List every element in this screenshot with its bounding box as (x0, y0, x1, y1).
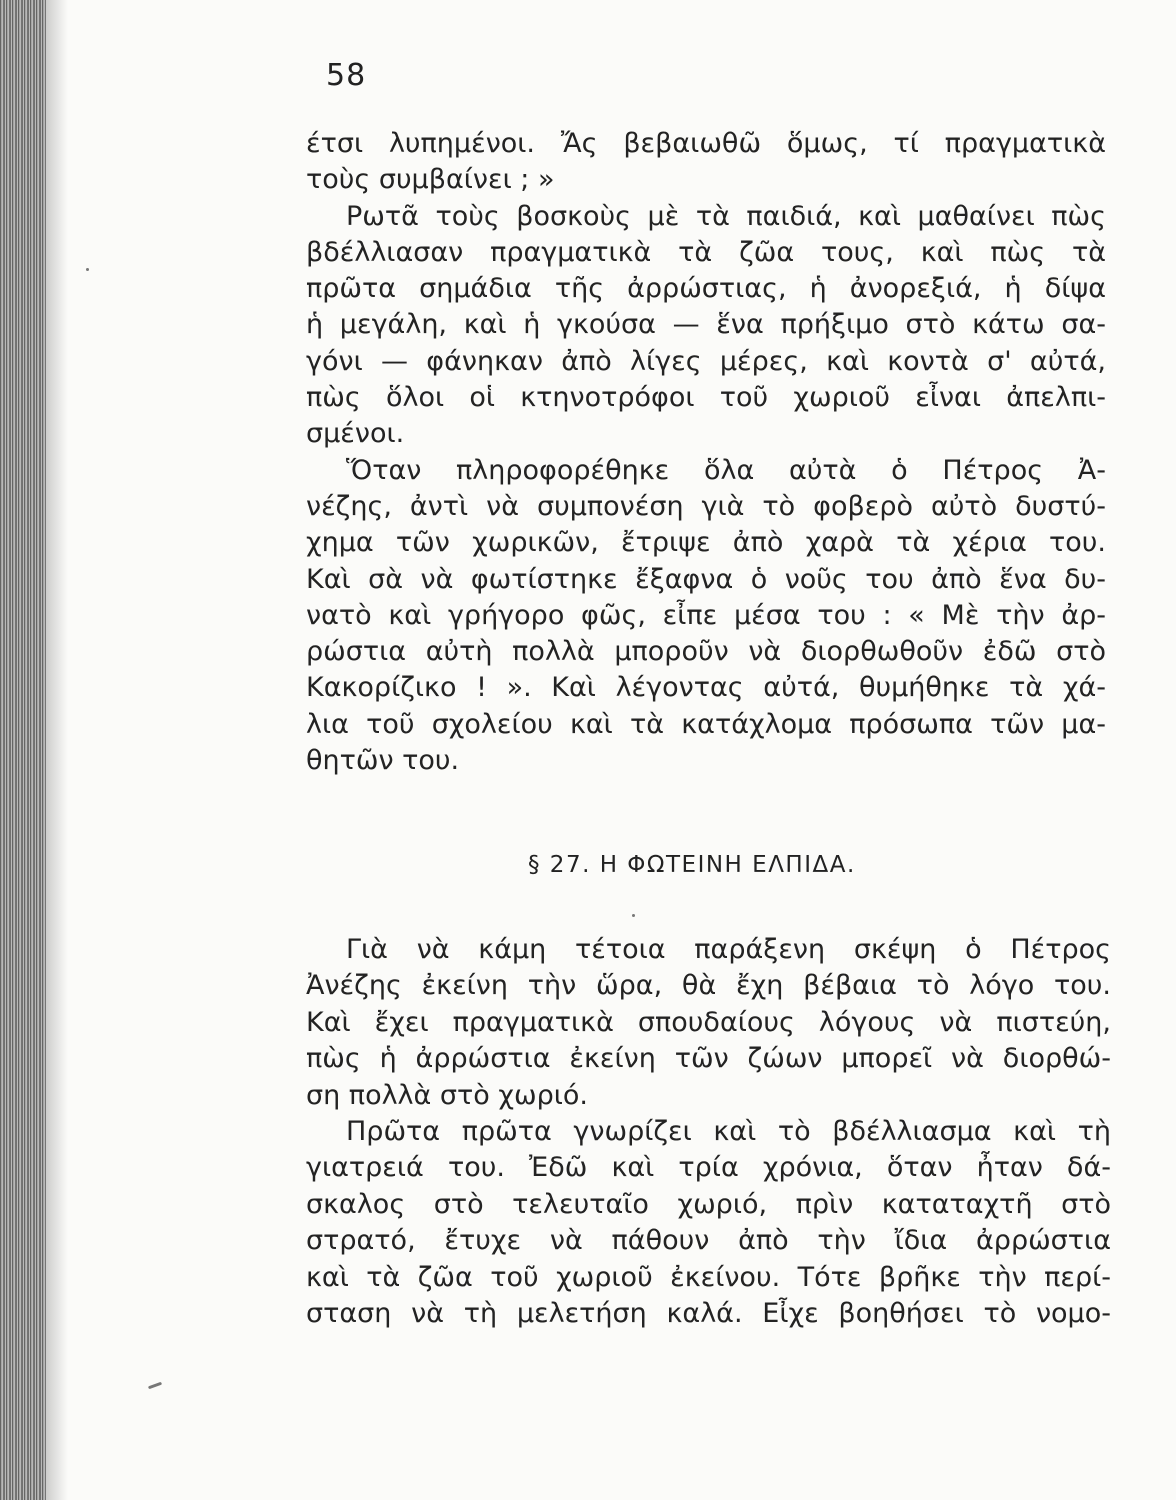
scan-speck (632, 914, 635, 917)
text-line: Καὶ ἔχει πραγματικὰ σπουδαίους λόγους νὰ πιστεύη, (306, 1006, 1111, 1038)
text-line: στρατό, ἔτυχε νὰ πάθουν ἀπὸ τὴν ἴδια ἀρρώστια (306, 1225, 1111, 1257)
text-line: σκαλος στὸ τελευταῖο χωριό, πρὶν καταταχτῆ στὸ (306, 1188, 1111, 1220)
text-line: Ὅταν πληροφορέθηκε ὅλα αὐτὰ ὁ Πέτρος Ἀ- (346, 454, 1106, 486)
text-line: Γιὰ νὰ κάμη τέτοια παράξενη σκέψη ὁ Πέτρος (346, 934, 1111, 965)
text-line: ρώστια αὐτὴ πολλὰ μποροῦν νὰ διορθωθοῦν ἐδῶ στὸ (306, 636, 1106, 668)
bottom-text-block (306, 932, 1111, 1332)
text-line: γόνι — φάνηκαν ἀπὸ λίγες μέρες, καὶ κοντὰ σ' αὐτά, (306, 345, 1106, 377)
text-line: βδέλλιασαν πραγματικὰ τὰ ζῶα τους, καὶ πὼς τὰ (306, 236, 1106, 268)
text-line: πὼς ὅλοι οἱ κτηνοτρόφοι τοῦ χωριοῦ εἶναι ἀπελπι- (306, 382, 1106, 414)
text-line: χημα τῶν χωρικῶν, ἔτριψε ἀπὸ χαρὰ τὰ χέρια του. (306, 527, 1106, 559)
book-binding-edge (0, 0, 46, 1500)
text-line: λια τοῦ σχολείου καὶ τὰ κατάχλομα πρόσωπα τῶν μα- (306, 708, 1106, 740)
text-line: Πρῶτα πρῶτα γνωρίζει καὶ τὸ βδέλλιασμα καὶ τὴ (346, 1115, 1111, 1147)
text-line: ἡ μεγάλη, καὶ ἡ γκούσα — ἕνα πρήξιμο στὸ κάτω σα- (306, 309, 1106, 341)
text-line: έτσι λυπημένοι. Ἄς βεβαιωθῶ ὅμως, τί πραγματικὰ (306, 128, 1106, 159)
text-line: Καὶ σὰ νὰ φωτίστηκε ἔξαφνα ὁ νοῦς του ἀπὸ ἕνα δυ- (306, 563, 1106, 595)
text-line: πρῶτα σημάδια τῆς ἀρρώστιας, ἡ ἀνορεξιά, ἡ δίψα (306, 273, 1106, 305)
text-line: νέζης, ἀντὶ νὰ συμπονέση γιὰ τὸ φοβερὸ αὐτὸ δυστύ- (306, 490, 1106, 522)
binding-shadow (46, 0, 68, 1500)
top-text-block (306, 126, 1106, 779)
text-line: καὶ τὰ ζῶα τοῦ χωριοῦ ἐκείνου. Τότε βρῆκε τὴν περί- (306, 1261, 1111, 1293)
text-line: γιατρειά του. Ἐδῶ καὶ τρία χρόνια, ὅταν ἦταν δά- (306, 1152, 1111, 1184)
text-line: νατὸ καὶ γρήγορο φῶς, εἶπε μέσα του : « Μὲ τὴν ἀρ- (306, 599, 1106, 631)
scan-speck (148, 1382, 162, 1390)
text-line: Ἀνέζης ἐκείνη τὴν ὥρα, θὰ ἔχη βέβαια τὸ λόγο του. (306, 970, 1111, 1002)
text-line: θητῶν του. (306, 745, 460, 777)
section-heading: § 27. Η ΦΩΤΕΙΝΗ ΕΛΠΙΔΑ. (528, 852, 856, 878)
text-line: πὼς ἡ ἀρρώστια ἐκείνη τῶν ζώων μπορεῖ νὰ διορθώ- (306, 1043, 1111, 1075)
text-line: ση πολλὰ στὸ χωριό. (306, 1079, 588, 1111)
scan-speck (86, 268, 89, 271)
text-line: σταση νὰ τὴ μελετήση καλά. Εἶχε βοηθήσει τὸ νομο- (306, 1297, 1111, 1329)
text-line: Ρωτᾶ τοὺς βοσκοὺς μὲ τὰ παιδιά, καὶ μαθαίνει πὼς (346, 200, 1106, 232)
text-line: Κακορίζικο ! ». Καὶ λέγοντας αὐτά, θυμήθηκε τὰ χά- (306, 672, 1106, 704)
page-number: 58 (326, 58, 367, 93)
text-line: τοὺς συμβαίνει ; » (306, 164, 555, 196)
text-line: σμένοι. (306, 418, 405, 450)
